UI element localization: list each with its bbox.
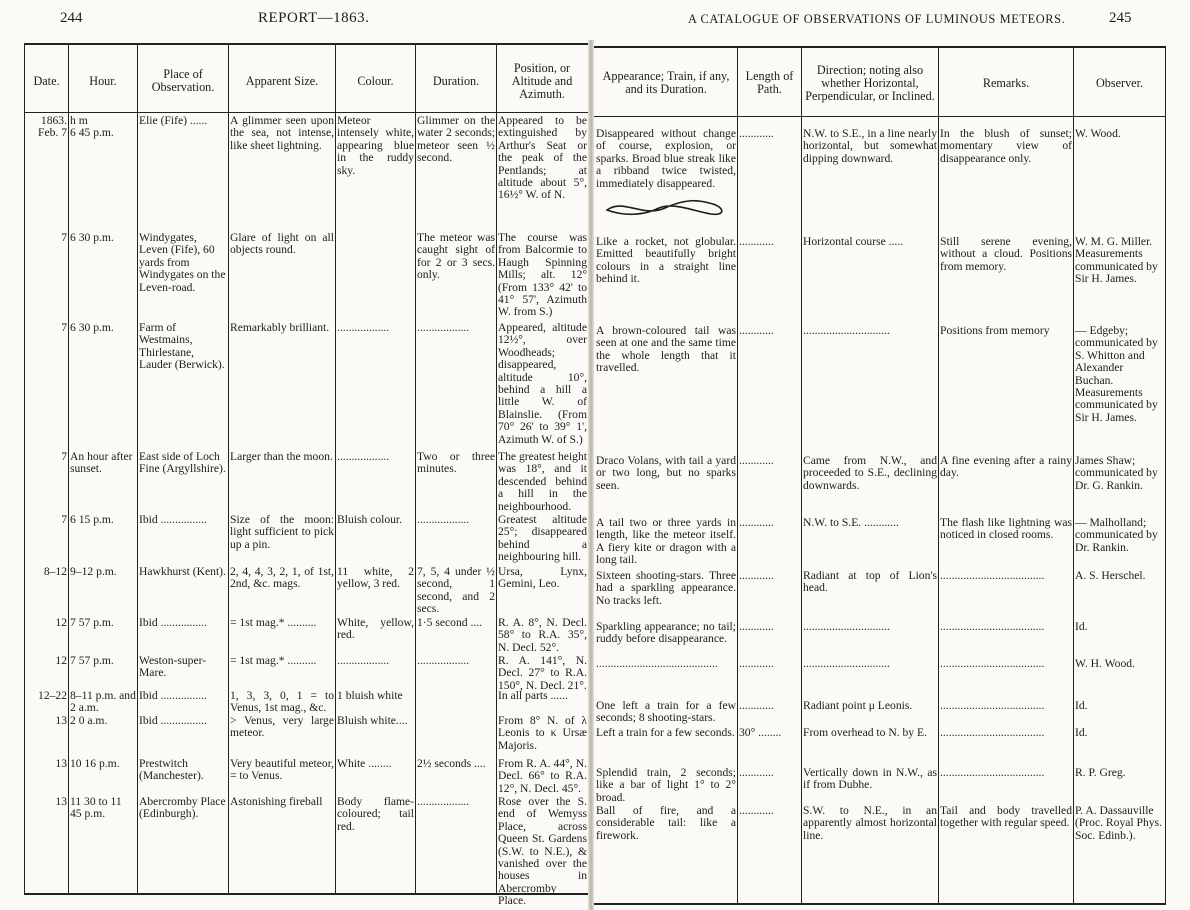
cell-size: = 1st mag.* .......... xyxy=(230,617,317,629)
cell-length: ............ xyxy=(739,517,774,529)
cell-remarks: .................................... xyxy=(940,658,1045,670)
cell-date: 7 xyxy=(61,322,67,334)
cell-length: ............ xyxy=(739,236,774,248)
cell-hour: 6 30 p.m. xyxy=(70,322,114,334)
cell-position: Ursa, Lynx, Gemini, Leo. xyxy=(498,566,587,591)
cell-length: ............ xyxy=(739,128,774,140)
header-observer: Observer. xyxy=(1095,75,1144,90)
cell-appearance: A tail two or three yards in length, like the meteor itself. A fiery kite or dragon with a long tail. xyxy=(596,517,736,567)
cell-duration: 7, 5, 4 under ½ second, 1 second, and 2 secs. xyxy=(417,566,495,616)
cell-remarks: .................................... xyxy=(940,767,1045,779)
header-appearance: Appearance; Train, if any, and its Duration. xyxy=(602,69,730,96)
cell-size: = 1st mag.* .......... xyxy=(230,655,317,667)
cell-duration: 1·5 second .... xyxy=(417,617,483,629)
cell-observer: James Shaw; communicated by Dr. G. Rankin. xyxy=(1075,455,1158,492)
cell-colour: .................. xyxy=(337,655,390,667)
cell-date: 7 xyxy=(61,514,67,526)
header-length: Length of Path. xyxy=(745,69,794,96)
cell-remarks: In the blush of sunset; momentary view of disappearance only. xyxy=(940,128,1072,165)
cell-size: 1, 3, 3, 0, 1 = to Venus, 1st mag., &c. xyxy=(230,690,334,715)
cell-remarks: Tail and body travelled together with regular speed. xyxy=(940,805,1072,830)
cell-size: Larger than the moon. xyxy=(230,451,333,463)
cell-position: The course was from Balcormie to Haugh Spinning Mills; alt. 12° (From 133° 42' to 41° 57', Azimuth W. from S.) xyxy=(498,232,587,319)
cell-direction: .............................. xyxy=(803,621,890,633)
cell-size: > Venus, very large meteor. xyxy=(230,715,334,740)
cell-date: 13 xyxy=(55,715,67,727)
cell-hour: 2 0 a.m. xyxy=(70,715,108,727)
cell-position: R. A. 141°, N. Decl. 27° to R.A. 150°, N. Decl. 21°. xyxy=(498,655,587,692)
cell-direction: Radiant at top of Lion's head. xyxy=(803,570,937,595)
cell-duration: Two or three minutes. xyxy=(417,451,495,476)
cell-observer: R. P. Greg. xyxy=(1075,767,1126,779)
cell-position: Rose over the S. end of Wemyss Place, across Queen St. Gardens (S.W. to N.E.), & vanished over the houses in Abercromby Place. xyxy=(498,796,587,908)
cell-size: Astonishing fireball xyxy=(230,796,323,808)
header-apparent-size: Apparent Size. xyxy=(245,73,319,88)
cell-length: ............ xyxy=(739,325,774,337)
cell-length: ............ xyxy=(739,805,774,817)
cell-date: 1863. Feb. 7 xyxy=(38,115,67,140)
cell-duration: Glimmer on the water 2 seconds; meteor seen ½ second. xyxy=(417,115,495,165)
cell-colour: Meteor intensely white, appearing blue in the ruddy sky. xyxy=(337,115,414,177)
cell-hour: h m 6 45 p.m. xyxy=(70,115,114,140)
cell-appearance: One left a train for a few seconds; 8 shooting-stars. xyxy=(596,700,736,725)
cell-size: Size of the moon: light sufficient to pick up a pin. xyxy=(230,514,334,551)
cell-remarks: The flash like lightning was noticed in closed rooms. xyxy=(940,517,1072,542)
header-colour: Colour. xyxy=(357,73,394,88)
cell-size: Glare of light on all objects round. xyxy=(230,232,334,257)
cell-duration: The meteor was caught sight of for 2 or 3 secs. only. xyxy=(417,232,495,282)
cell-observer: W. M. G. Miller. Measurements communicated by Sir H. James. xyxy=(1075,236,1158,286)
header-position: Position, or Altitude and Azimuth. xyxy=(511,60,573,101)
header-remarks: Remarks. xyxy=(982,75,1030,90)
cell-place: Windygates, Leven (Fife), 60 yards from Windygates on the Leven-road. xyxy=(139,232,226,294)
cell-size: A glimmer seen upon the sea, not intense, like sheet lightning. xyxy=(230,115,334,152)
left-page-number: 244 xyxy=(60,10,83,26)
cell-length: ............ xyxy=(739,570,774,582)
cell-date: 13 xyxy=(55,796,67,808)
cell-date: 7 xyxy=(61,232,67,244)
cell-hour: 11 30 to 11 45 p.m. xyxy=(70,796,122,821)
header-duration: Duration. xyxy=(432,73,480,88)
cell-length: ............ xyxy=(739,658,774,670)
cell-appearance: Ball of fire, and a considerable tail: like a firework. xyxy=(596,805,736,842)
cell-length: ............ xyxy=(739,455,774,467)
cell-remarks: .................................... xyxy=(940,700,1045,712)
cell-observer: A. S. Herschel. xyxy=(1075,570,1146,582)
cell-observer: — Edgeby; communicated by S. Whitton and Alexander Buchan. Measurements communicated by Sir H. James. xyxy=(1075,325,1158,424)
cell-place: Abercromby Place (Edinburgh). xyxy=(139,796,226,821)
cell-length: ............ xyxy=(739,621,774,633)
cell-appearance: Left a train for a few seconds. xyxy=(596,727,735,739)
cell-date: 12–22 xyxy=(38,690,67,702)
cell-length: ............ xyxy=(739,700,774,712)
cell-appearance: .......................................... xyxy=(596,658,718,670)
cell-colour: White, yellow, red. xyxy=(337,617,414,642)
cell-colour: .................. xyxy=(337,451,390,463)
cell-direction: N.W. to S.E., in a line nearly horizontal, but somewhat dipping downward. xyxy=(803,128,937,165)
cell-duration: .................. xyxy=(417,796,470,808)
cell-remarks: A fine evening after a rainy day. xyxy=(940,455,1072,480)
cell-colour: Bluish white.... xyxy=(337,715,408,727)
cell-hour: 6 30 p.m. xyxy=(70,232,114,244)
cell-place: Ibid ................ xyxy=(139,715,207,727)
cell-duration: 2½ seconds .... xyxy=(417,758,486,770)
right-page-number: 245 xyxy=(1109,10,1132,26)
header-date: Date. xyxy=(33,73,60,88)
left-running-title: REPORT—1863. xyxy=(258,10,370,26)
cell-direction: N.W. to S.E. ............ xyxy=(803,517,899,529)
cell-position: From R. A. 44°, N. Decl. 66° to R.A. 12°, N. Decl. 45°. xyxy=(498,758,587,795)
cell-position: R. A. 8°, N. Decl. 58° to R.A. 35°, N. Decl. 52°. xyxy=(498,617,587,654)
cell-place: Prestwitch (Manchester). xyxy=(139,758,204,783)
cell-position: The greatest height was 18°, and it descended behind a hill in the neighbourhood. xyxy=(498,451,587,513)
cell-colour: 11 white, 2 yellow, 3 red. xyxy=(337,566,414,591)
cell-size: Very beautiful meteor, = to Venus. xyxy=(230,758,334,783)
cell-place: Farm of Westmains, Thirlestane, Lauder (Berwick). xyxy=(139,322,225,372)
cell-direction: S.W. to N.E., in an apparently almost horizontal line. xyxy=(803,805,937,842)
header-hour: Hour. xyxy=(89,73,117,88)
cell-direction: Radiant point μ Leonis. xyxy=(803,700,913,712)
ribbon-sketch-icon xyxy=(603,196,731,220)
cell-direction: .............................. xyxy=(803,325,890,337)
cell-hour: 6 15 p.m. xyxy=(70,514,114,526)
cell-hour: An hour after sunset. xyxy=(70,451,133,476)
cell-direction: From overhead to N. by E. xyxy=(803,727,927,739)
cell-place: Hawkhurst (Kent). xyxy=(139,566,226,578)
cell-hour: 9–12 p.m. xyxy=(70,566,117,578)
cell-direction: .............................. xyxy=(803,658,890,670)
cell-direction: Came from N.W., and proceeded to S.E., declining downwards. xyxy=(803,455,937,492)
cell-duration: .................. xyxy=(417,655,470,667)
cell-place: Ibid ................ xyxy=(139,617,207,629)
cell-observer: — Malholland; communicated by Dr. Rankin. xyxy=(1075,517,1158,554)
header-place: Place of Observation. xyxy=(151,67,215,94)
cell-place: Ibid ................ xyxy=(139,690,207,702)
cell-appearance: Splendid train, 2 seconds; like a bar of light 1° to 2° broad. xyxy=(596,767,736,804)
cell-appearance: Disappeared without change of course, explosion, or sparks. Broad blue streak like a ribband twice twisted, immediately disappeared. xyxy=(596,128,736,190)
cell-length: 30° ........ xyxy=(739,727,782,739)
cell-date: 13 xyxy=(55,758,67,770)
cell-position: Appeared to be extinguished by Arthur's Seat or the peak of the Pentlands; at altitude about 5°, 16½° W. of N. xyxy=(498,115,587,202)
cell-direction: Horizontal course ..... xyxy=(803,236,904,248)
cell-colour: White ........ xyxy=(337,758,392,770)
cell-place: Ibid ................ xyxy=(139,514,207,526)
cell-remarks: .................................... xyxy=(940,570,1045,582)
cell-colour: Bluish colour. xyxy=(337,514,403,526)
cell-appearance: Sparkling appearance; no tail; ruddy before disappearance. xyxy=(596,621,736,646)
cell-size: Remarkably brilliant. xyxy=(230,322,330,334)
cell-appearance: Draco Volans, with tail a yard or two long, but no sparks seen. xyxy=(596,455,736,492)
header-direction: Direction; noting also whether Horizontal, Perpendicular, or Inclined. xyxy=(805,62,935,103)
cell-remarks: .................................... xyxy=(940,621,1045,633)
cell-appearance: Like a rocket, not globular. Emitted beautifully bright colours in a straight line behind it. xyxy=(596,236,736,286)
cell-hour: 7 57 p.m. xyxy=(70,655,114,667)
cell-colour: 1 bluish white xyxy=(337,690,403,702)
cell-remarks: Still serene evening, without a cloud. Positions from memory. xyxy=(940,236,1072,273)
cell-position: Appeared, altitude 12½°, over Woodheads; disappeared, altitude 10°, behind a hill a little W. of Blainslie. (From 70° 26' to 39° 1', Azimuth W. of S.) xyxy=(498,322,587,446)
cell-date: 7 xyxy=(61,451,67,463)
cell-observer: Id. xyxy=(1075,621,1088,633)
cell-hour: 10 16 p.m. xyxy=(70,758,120,770)
cell-date: 12 xyxy=(55,655,67,667)
cell-direction: Vertically down in N.W., as if from Dubhe. xyxy=(803,767,937,792)
cell-length: ............ xyxy=(739,767,774,779)
cell-position: Greatest altitude 25°; disappeared behind a neighbouring hill. xyxy=(498,514,587,564)
cell-place: Elie (Fife) ...... xyxy=(139,115,208,127)
cell-observer: Id. xyxy=(1075,700,1088,712)
cell-observer: W. H. Wood. xyxy=(1075,658,1135,670)
cell-duration: .................. xyxy=(417,514,470,526)
cell-place: Weston-super-Mare. xyxy=(139,655,207,680)
cell-size: 2, 4, 4, 3, 2, 1, of 1st, 2nd, &c. mags. xyxy=(230,566,334,591)
cell-hour: 8–11 p.m. and 2 a.m. xyxy=(70,690,136,715)
cell-hour: 7 57 p.m. xyxy=(70,617,114,629)
cell-date: 12 xyxy=(55,617,67,629)
cell-remarks: .................................... xyxy=(940,727,1045,739)
cell-date: 8–12 xyxy=(43,566,67,578)
cell-remarks: Positions from memory xyxy=(940,325,1050,337)
cell-position: From 8° N. of λ Leonis to κ Ursæ Majoris. xyxy=(498,715,587,752)
cell-observer: P. A. Dassauville (Proc. Royal Phys. Soc. Edinb.). xyxy=(1075,805,1162,842)
cell-appearance: A brown-coloured tail was seen at one and the same time the whole length that it travelled. xyxy=(596,325,736,375)
right-running-title: A CATALOGUE OF OBSERVATIONS OF LUMINOUS METEORS. xyxy=(688,12,1066,26)
book-gutter xyxy=(588,40,594,910)
cell-duration: .................. xyxy=(417,322,470,334)
cell-appearance: Sixteen shooting-stars. Three had a sparkling appearance. No tracks left. xyxy=(596,570,736,607)
cell-observer: Id. xyxy=(1075,727,1088,739)
cell-place: East side of Loch Fine (Argyllshire). xyxy=(139,451,226,476)
cell-colour: Body flame-coloured; tail red. xyxy=(337,796,414,833)
cell-position: In all parts ...... xyxy=(498,690,568,702)
cell-colour: .................. xyxy=(337,322,390,334)
cell-observer: W. Wood. xyxy=(1075,128,1121,140)
